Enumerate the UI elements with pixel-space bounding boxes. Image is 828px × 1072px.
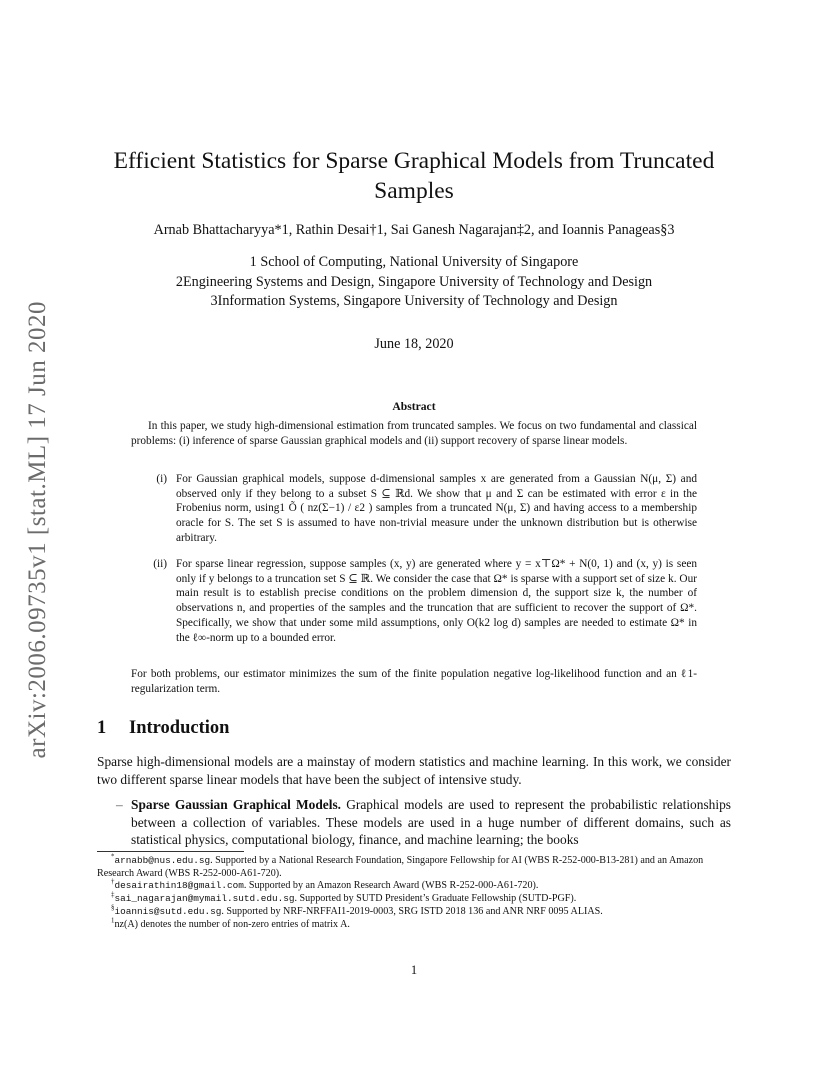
paper-title-line-1: Efficient Statistics for Sparse Graphical Models from Truncated bbox=[113, 148, 715, 174]
footnotes bbox=[97, 855, 731, 931]
footnote-5 bbox=[97, 919, 731, 932]
section-title: Introduction bbox=[129, 718, 230, 738]
bullet-body: Graphical models are used to represent the probabilistic relationships between a collection of variables. These models are used in a huge number of different domains, such as statistical physics, computational biology, finance, and machine learning; the books bbox=[131, 797, 731, 847]
footnote-email: sai_nagarajan@mymail.sutd.edu.sg bbox=[114, 893, 295, 905]
abstract-intro: In this paper, we study high-dimensional estimation from truncated samples. We focus on two fundamental and classical problems: (i) inference of sparse Gaussian graphical models and (ii) support recovery of sparse linear models. bbox=[131, 420, 697, 447]
footnote-2 bbox=[97, 880, 731, 893]
affiliation-2: 2Engineering Systems and Design, Singapore University of Technology and Design bbox=[175, 273, 653, 290]
footnote-mark: ‡ bbox=[111, 891, 115, 899]
page-number: 1 bbox=[410, 963, 418, 977]
footnote-4 bbox=[97, 906, 731, 919]
footnote-text: . Supported by NRF-NRFFAI1-2019-0003, SRG ISTD 2018 136 and ANR NRF 0095 ALIAS. bbox=[221, 905, 603, 917]
bullet-dash: – bbox=[116, 797, 123, 812]
bullet-text bbox=[131, 796, 731, 849]
footnote-text: . Supported by an Amazon Research Award (WBS R-252-000-A61-720). bbox=[243, 880, 539, 892]
author-list: Arnab Bhattacharyya*1, Rathin Desai†1, Sai Ganesh Nagarajan‡2, and Ioannis Panageas§3 bbox=[153, 222, 675, 238]
footnote-email: arnabb@nus.edu.sg bbox=[114, 855, 211, 866]
footnote-mark: † bbox=[111, 879, 115, 887]
affiliation-3: 3Information Systems, Singapore University of Technology and Design bbox=[210, 293, 618, 309]
arxiv-identifier bbox=[14, 285, 62, 775]
footnote-text: . Supported by SUTD President’s Graduate Fellowship (SUTD-PGF). bbox=[294, 893, 577, 905]
abstract-item-1-label: (i) bbox=[156, 473, 167, 485]
affiliation-1: 1 School of Computing, National University of Singapore bbox=[249, 254, 579, 270]
abstract-item-2-label: (ii) bbox=[153, 558, 167, 570]
intro-paragraph: Sparse high-dimensional models are a mainstay of modern statistics and machine learning. In this work, we consider two different sparse linear models that have been the subject of intensive study. bbox=[97, 754, 731, 787]
paper-title-line-2: Samples bbox=[374, 178, 454, 204]
bullet-heading: Sparse Gaussian Graphical Models. bbox=[131, 797, 342, 812]
section-number: 1 bbox=[97, 718, 107, 738]
abstract-item-1-text: For Gaussian graphical models, suppose d-dimensional samples x are generated from a Gaussian N(μ, Σ) and observed only if they belong to a subset S ⊆ ℝd. We show that μ and Σ can be estimated with error ε in the Frobenius norm, using1 Õ ( nz(Σ−1) / ε2 ) samples from a truncated N(μ, Σ) and having access to a membership oracle for S. The set S is assumed to have non-trivial measure under the unknown distribution but is otherwise arbitrary. bbox=[176, 473, 697, 544]
arxiv-identifier-text: arXiv:2006.09735v1 [stat.ML] 17 Jun 2020 bbox=[24, 301, 51, 759]
footnote-text: nz(A) denotes the number of non-zero entries of matrix A. bbox=[114, 918, 350, 930]
paper-title bbox=[96, 146, 732, 206]
footnote-3 bbox=[97, 893, 731, 906]
footnote-1 bbox=[97, 855, 731, 880]
footnote-mark: * bbox=[111, 853, 115, 861]
footnote-email: ioannis@sutd.edu.sg bbox=[114, 905, 222, 917]
footnote-divider bbox=[97, 851, 244, 852]
section-heading bbox=[97, 718, 229, 739]
footnote-text: . Supported by a National Research Foundation, Singapore Fellowship for AI (WBS R-252-000-B13-281) and an Amazon Research Award (WBS R-252-000-A61-720). bbox=[97, 855, 704, 879]
abstract-heading: Abstract bbox=[392, 400, 436, 413]
affiliations bbox=[96, 253, 732, 312]
footnote-mark: § bbox=[111, 904, 115, 912]
abstract-closing: For both problems, our estimator minimizes the sum of the finite population negative log-likelihood function and an ℓ1-regularization term. bbox=[131, 668, 697, 695]
footnote-mark: 1 bbox=[111, 917, 115, 925]
footnote-email: desairathin18@gmail.com bbox=[114, 880, 244, 892]
abstract-item-2-text: For sparse linear regression, suppose samples (x, y) are generated where y = x⊤Ω* + N(0, 1) and (x, y) is seen only if y belongs to a truncation set S ⊆ ℝ. We consider the case that Ω* is sparse with a support set of size k. Our main result is to establish precise conditions on the problem dimension d, the support size k, the number of observations n, and properties of the samples and the truncation that are sufficient to recover the support of Ω*. Specifically, we show that under some mild assumptions, only O(k2 log d) samples are needed to estimate Ω* in the ℓ∞-norm up to a bounded error. bbox=[176, 558, 697, 644]
paper-date: June 18, 2020 bbox=[374, 336, 454, 352]
